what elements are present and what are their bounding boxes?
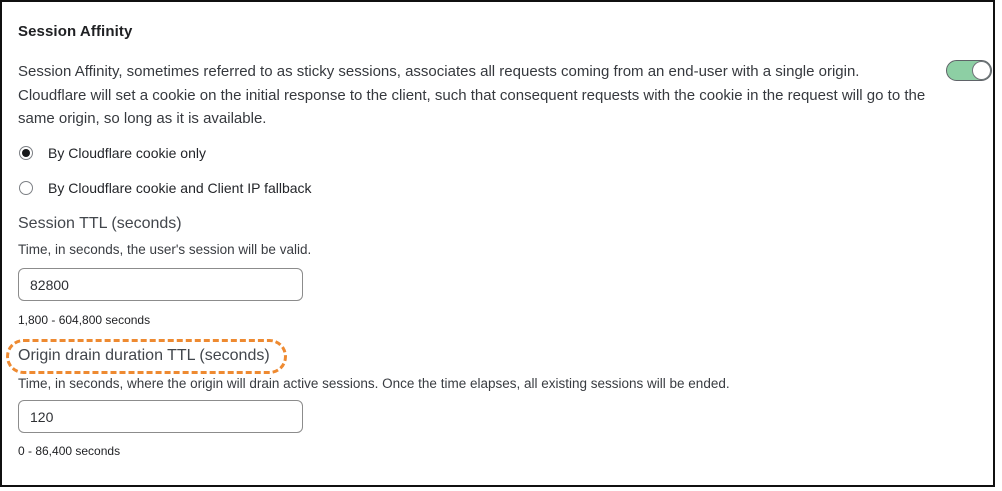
radio-button-icon[interactable] [19, 146, 33, 160]
session-ttl-label: Session TTL (seconds) [18, 215, 182, 232]
panel-description: Session Affinity, sometimes referred to as sticky sessions, associates all requests coming from an end-user with a single origin. Cloudflare will set a cookie on the initial response to the client, such that consequent requests with the cookie in the request will go to the same origin, so long as it is available. [18, 63, 926, 127]
session-ttl-description: Time, in seconds, the user's session will be valid. [18, 242, 312, 257]
radio-option-cookie-ip-fallback[interactable] [19, 180, 312, 196]
session-ttl-input[interactable] [18, 268, 303, 301]
page-title: Session Affinity [18, 23, 133, 40]
origin-drain-label: Origin drain duration TTL (seconds) [18, 347, 270, 364]
radio-label: By Cloudflare cookie and Client IP fallback [48, 180, 312, 196]
session-ttl-range-hint: 1,800 - 604,800 seconds [18, 313, 151, 327]
session-affinity-toggle[interactable] [946, 60, 992, 81]
toggle-knob [972, 61, 991, 80]
radio-option-cookie-only[interactable] [19, 145, 206, 161]
radio-label: By Cloudflare cookie only [48, 145, 206, 161]
origin-drain-range-hint: 0 - 86,400 seconds [18, 444, 121, 458]
origin-drain-input[interactable] [18, 400, 303, 433]
origin-drain-description: Time, in seconds, where the origin will drain active sessions. Once the time elapses, all existing sessions will be ended. [18, 376, 730, 391]
radio-button-icon[interactable] [19, 181, 33, 195]
